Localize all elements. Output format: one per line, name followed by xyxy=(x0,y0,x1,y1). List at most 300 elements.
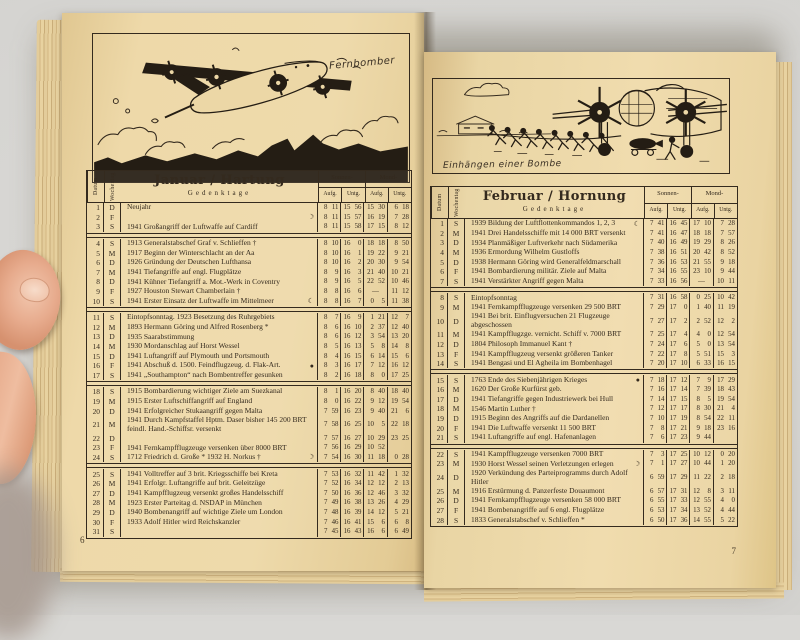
time-cell: 11 38 xyxy=(388,296,411,306)
february-table-body xyxy=(431,219,737,526)
bomb-loading-illustration xyxy=(432,78,730,174)
time-cell: 8 6 xyxy=(318,332,341,342)
date-cell: 8 xyxy=(431,293,448,303)
time-cell: 7 52 xyxy=(318,479,341,489)
time-cell: 11 19 xyxy=(714,303,737,313)
entry-text: 1804 Philosoph Immanuel Kant † xyxy=(471,340,572,349)
time-cell: 16 19 xyxy=(364,213,388,223)
month-title-january: Januar / Hartung xyxy=(121,173,318,188)
weekday-cell: D xyxy=(104,258,121,268)
time-cell: 18 18 xyxy=(364,239,388,249)
time-cell: 17 12 xyxy=(667,375,690,385)
time-cell: 13 26 xyxy=(364,498,388,508)
weekday-cell: F xyxy=(448,267,465,277)
time-cell: 17 10 xyxy=(690,219,714,229)
moon-label: Mond- xyxy=(366,171,411,188)
date-cell: 21 xyxy=(431,433,448,443)
entry-text: 1927 Houston Stewart Chamberlain † xyxy=(127,287,240,296)
sun-rise-label: Aufg. xyxy=(319,188,342,202)
date-cell: 13 xyxy=(431,349,448,359)
entry-text: 1712 Friedrich d. Große * 1932 H. Norkus † xyxy=(127,453,261,462)
time-cell: 3 11 xyxy=(714,486,737,496)
weekday-cell: S xyxy=(104,527,121,537)
time-cell: 7 41 xyxy=(644,219,667,229)
time-cell: 23 25 xyxy=(388,434,411,444)
date-cell: 11 xyxy=(87,313,104,323)
time-cell: 11 18 xyxy=(364,453,388,463)
bomb-loading-drawing xyxy=(433,79,729,173)
february-calendar-table xyxy=(430,186,738,527)
bomber-drawing xyxy=(93,34,409,182)
entry-text: 1941 Tiefangriffe auf engl. Flugplätze xyxy=(127,268,241,277)
time-cell: 17 19 xyxy=(667,414,690,424)
date-cell: 6 xyxy=(431,267,448,277)
time-cell: 19 29 xyxy=(690,238,714,248)
time-cell: 6 33 xyxy=(690,359,714,369)
date-cell: 20 xyxy=(87,406,104,416)
calendar-row xyxy=(431,229,737,239)
entry-cell xyxy=(121,203,318,213)
time-cell: 21 6 xyxy=(388,406,411,416)
entry-cell xyxy=(121,213,318,223)
time-cell: 17 29 xyxy=(714,375,737,385)
time-cell: 7 16 xyxy=(644,385,667,395)
date-cell: 18 xyxy=(431,404,448,414)
calendar-row xyxy=(87,287,411,297)
left-page xyxy=(62,13,424,571)
time-cell: 5 0 xyxy=(690,340,714,350)
weekday-cell: D xyxy=(448,496,465,506)
weekday-cell: S xyxy=(104,387,121,397)
weekday-cell: F xyxy=(448,349,465,359)
calendar-row xyxy=(87,268,411,278)
moon-phase-icon: ☽ xyxy=(305,453,314,461)
subtitle-gedenktage: Gedenktage xyxy=(465,205,644,213)
time-cell: 16 25 xyxy=(341,416,364,434)
sun-set-label: Untg. xyxy=(342,188,365,202)
entry-text: 1916 Erstürmung d. Panzerfeste Douaumont xyxy=(471,487,605,496)
weekday-cell: S xyxy=(448,375,465,385)
time-cell: 16 9 xyxy=(341,313,364,323)
weekday-cell: D xyxy=(104,277,121,287)
time-cell: 7 22 xyxy=(644,349,667,359)
time-cell: 8 11 xyxy=(318,222,341,232)
time-cell: 17 15 xyxy=(364,222,388,232)
time-cell: 7 10 xyxy=(644,414,667,424)
calendar-row xyxy=(431,469,737,487)
time-cell: 8 8 xyxy=(318,287,341,297)
time-cell: 17 14 xyxy=(667,385,690,395)
calendar-row xyxy=(87,453,411,463)
time-cell: 17 31 xyxy=(667,486,690,496)
time-cell: 17 33 xyxy=(667,496,690,506)
sun-set-label: Untg. xyxy=(668,204,691,218)
fernbomber-illustration xyxy=(92,33,410,183)
time-cell: 9 54 xyxy=(388,258,411,268)
date-cell: 28 xyxy=(87,498,104,508)
time-cell: 16 18 xyxy=(341,371,364,381)
weekday-cell: S xyxy=(448,293,465,303)
time-cell: 17 21 xyxy=(667,423,690,433)
entry-text: Eintopfsonntag xyxy=(471,294,517,303)
date-cell: 12 xyxy=(431,340,448,350)
time-cell: 16 39 xyxy=(341,508,364,518)
time-cell: 10 5 xyxy=(364,416,388,434)
time-cell: 19 22 xyxy=(364,248,388,258)
time-cell: 8 12 xyxy=(388,222,411,232)
weekday-cell: D xyxy=(104,489,121,499)
time-cell: 11 22 xyxy=(690,469,714,487)
time-cell: 7 39 xyxy=(690,385,714,395)
time-cell: 16 0 xyxy=(341,239,364,249)
weekday-cell: D xyxy=(104,406,121,416)
date-cell: 5 xyxy=(87,248,104,258)
time-cell: 15 57 xyxy=(341,213,364,223)
date-cell: 3 xyxy=(87,222,104,232)
date-cell: 10 xyxy=(87,296,104,306)
time-cell: 16 58 xyxy=(667,293,690,303)
time-cell: 12 55 xyxy=(690,496,714,506)
calendar-row xyxy=(431,433,737,443)
entry-text: 1941 Drei Handelsschiffe mit 14 000 BRT versenkt xyxy=(471,229,625,238)
entry-cell xyxy=(465,450,644,460)
time-cell: 7 28 xyxy=(388,213,411,223)
january-table-header xyxy=(87,171,411,203)
time-cell: 0 20 xyxy=(714,450,737,460)
time-cell: 7 41 xyxy=(644,229,667,239)
moon-rise-label: Aufg. xyxy=(366,188,389,202)
date-cell: 29 xyxy=(87,508,104,518)
time-cell: 7 36 xyxy=(644,257,667,267)
sun-label: Sonnen- xyxy=(645,187,691,204)
moon-columns-header xyxy=(365,171,411,202)
time-cell: 16 5 xyxy=(341,277,364,287)
weekday-cell: S xyxy=(448,219,465,229)
date-cell: 17 xyxy=(87,371,104,381)
january-calendar-table xyxy=(86,170,412,539)
time-cell: 21 40 xyxy=(364,268,388,278)
entry-text: 1939 Bildung der Luftflottenkommandos 1, 2, 3 xyxy=(471,219,615,228)
time-cell: 5 8 xyxy=(364,342,388,352)
time-cell: 2 37 xyxy=(364,323,388,333)
time-cell: 10 12 xyxy=(690,450,714,460)
time-cell: 22 18 xyxy=(388,416,411,434)
weekday-cell: F xyxy=(448,506,465,516)
entry-cell xyxy=(465,248,644,258)
date-cell: 25 xyxy=(431,486,448,496)
time-cell: 6 14 xyxy=(364,351,388,361)
time-cell: 16 55 xyxy=(667,267,690,277)
weekday-cell: S xyxy=(104,371,121,381)
entry-text: 1938 Hermann Göring wird Generalfeldmarschall xyxy=(471,258,621,267)
time-cell: 8 9 xyxy=(318,268,341,278)
time-cell: 8 10 xyxy=(318,248,341,258)
entry-cell xyxy=(465,469,644,487)
entry-text: 1941 Großangriff der Luftwaffe auf Cardiff xyxy=(127,223,258,232)
entry-cell xyxy=(121,239,318,249)
entry-text: 1913 Generalstabschef Graf v. Schlieffen † xyxy=(127,239,256,248)
weekday-cell: F xyxy=(448,423,465,433)
february-title-cell xyxy=(465,187,645,218)
time-cell: 4 0 xyxy=(714,496,737,506)
date-cell: 17 xyxy=(431,395,448,405)
entry-cell xyxy=(465,395,644,405)
time-cell: 16 32 xyxy=(341,469,364,479)
calendar-row xyxy=(87,508,411,518)
date-cell: 26 xyxy=(431,496,448,506)
time-cell: 15 3 xyxy=(714,349,737,359)
time-cell: 7 3 xyxy=(644,450,667,460)
time-cell: 20 42 xyxy=(690,248,714,258)
time-cell: 8 50 xyxy=(388,239,411,249)
weekday-cell: M xyxy=(448,486,465,496)
date-cell: 20 xyxy=(431,423,448,433)
date-cell: 8 xyxy=(87,277,104,287)
week-group xyxy=(87,467,411,537)
weekday-cell: F xyxy=(104,287,121,297)
time-cell: 13 54 xyxy=(714,340,737,350)
time-cell: 7 58 xyxy=(318,416,341,434)
entry-text: Eintopfsonntag. 1923 Besetzung des Ruhrgebiets xyxy=(127,313,275,322)
time-cell: 16 15 xyxy=(714,359,737,369)
entry-cell xyxy=(121,527,318,537)
time-cell: 6 49 xyxy=(388,527,411,537)
time-cell: 16 56 xyxy=(667,277,690,287)
entry-cell xyxy=(465,433,644,443)
calendar-row xyxy=(431,414,737,424)
weekday-cell: D xyxy=(448,340,465,350)
moon-phase-icon: ☽ xyxy=(631,460,640,468)
week-group xyxy=(431,448,737,526)
time-cell: 9 21 xyxy=(388,248,411,258)
date-cell: 5 xyxy=(431,257,448,267)
time-cell: 2 52 xyxy=(690,312,714,330)
time-cell: 16 12 xyxy=(341,332,364,342)
weekday-cell: S xyxy=(104,296,121,306)
moon-phase-icon: ● xyxy=(633,376,640,384)
weekday-cell: D xyxy=(448,312,465,330)
time-cell xyxy=(714,433,737,443)
time-cell: 7 27 xyxy=(644,312,667,330)
entry-cell xyxy=(121,397,318,407)
time-cell: 16 23 xyxy=(341,406,364,416)
date-cell: 3 xyxy=(431,238,448,248)
time-cell: 7 38 xyxy=(644,248,667,258)
date-cell: 11 xyxy=(431,330,448,340)
weekday-cell: D xyxy=(448,414,465,424)
time-cell: 7 1 xyxy=(644,459,667,469)
time-cell: 7 24 xyxy=(644,340,667,350)
calendar-row xyxy=(87,489,411,499)
date-cell: 12 xyxy=(87,323,104,333)
time-cell: 16 6 xyxy=(364,527,388,537)
calendar-row xyxy=(431,359,737,369)
entry-text: 1941 Luftangriff auf Plymouth und Portsmouth xyxy=(127,352,269,361)
time-cell: 7 25 xyxy=(644,330,667,340)
calendar-row xyxy=(87,213,411,223)
entry-text: 1941 Erster Einsatz der Luftwaffe im Mittelmeer xyxy=(127,297,274,306)
time-cell: 16 34 xyxy=(341,479,364,489)
date-cell: 24 xyxy=(431,469,448,487)
time-cell: 16 30 xyxy=(341,453,364,463)
weekday-cell: S xyxy=(104,469,121,479)
entry-text: 1915 Bombardierung wichtiger Ziele am Suezkanal xyxy=(127,387,282,396)
calendar-row xyxy=(431,248,737,258)
sun-columns-header xyxy=(319,171,365,202)
time-cell: 16 12 xyxy=(388,361,411,371)
time-cell: 12 2 xyxy=(714,312,737,330)
entry-text: 1930 Mordanschlag auf Horst Wessel xyxy=(127,342,240,351)
date-cell: 4 xyxy=(87,239,104,249)
weekday-cell: D xyxy=(448,238,465,248)
entry-cell xyxy=(121,517,318,527)
time-cell: 16 13 xyxy=(341,342,364,352)
time-cell: 12 12 xyxy=(364,479,388,489)
weekday-cell: D xyxy=(448,257,465,267)
time-cell: 5 21 xyxy=(388,508,411,518)
time-cell: 8 7 xyxy=(318,313,341,323)
date-cell: 9 xyxy=(431,303,448,313)
weekday-cell: D xyxy=(104,434,121,444)
moon-set-label: Untg. xyxy=(389,188,412,202)
entry-text: 1941 Erfolgreicher Stukaangriff gegen Malta xyxy=(127,407,262,416)
moon-rise-label: Aufg. xyxy=(692,204,715,218)
time-cell: 7 33 xyxy=(644,277,667,287)
entry-text: 1915 Beginn des Angriffs auf die Dardanellen xyxy=(471,414,609,423)
weekday-cell: D xyxy=(104,351,121,361)
time-cell: 17 15 xyxy=(667,395,690,405)
january-table-body xyxy=(87,203,411,538)
weekday-cell: M xyxy=(448,229,465,239)
time-cell: 8 26 xyxy=(714,238,737,248)
date-cell: 15 xyxy=(431,375,448,385)
time-cell: 7 57 xyxy=(318,434,341,444)
weekday-cell: D xyxy=(104,508,121,518)
date-cell: 23 xyxy=(431,459,448,469)
date-cell: 23 xyxy=(87,443,104,453)
weekday-cell: M xyxy=(104,397,121,407)
time-cell: 7 57 xyxy=(714,229,737,239)
time-cell: 8 52 xyxy=(714,248,737,258)
time-cell: 14 12 xyxy=(364,508,388,518)
entry-text: 1941 Durch Kampfstaffel Hptm. Daser bisher 145 200 BRT feindl. Hand.-Schiffsr. versenkt xyxy=(127,416,314,434)
weekday-cell: M xyxy=(104,342,121,352)
entry-text: 1936 Ermordung Wilhelm Gustloffs xyxy=(471,248,579,257)
date-cell: 19 xyxy=(431,414,448,424)
time-cell: 13 52 xyxy=(690,506,714,516)
time-cell: 17 25 xyxy=(667,450,690,460)
calendar-row xyxy=(87,527,411,537)
time-cell: 2 13 xyxy=(388,479,411,489)
date-cell: 14 xyxy=(87,342,104,352)
entry-cell xyxy=(465,277,644,287)
time-cell: 5 22 xyxy=(714,515,737,525)
week-group xyxy=(87,237,411,308)
time-cell: 6 50 xyxy=(644,515,667,525)
time-cell: 1 32 xyxy=(388,469,411,479)
time-cell: 0 25 xyxy=(690,293,714,303)
time-cell: 8 10 xyxy=(318,258,341,268)
entry-text: 1763 Ende des Siebenjährigen Krieges xyxy=(471,376,587,385)
time-cell: 7 56 xyxy=(318,443,341,453)
time-cell: 6 59 xyxy=(644,469,667,487)
week-group xyxy=(87,385,411,464)
date-cell: 1 xyxy=(87,203,104,213)
time-cell: 4 0 xyxy=(690,330,714,340)
thumb-nail xyxy=(18,276,51,304)
calendar-row xyxy=(431,515,737,525)
time-cell: 7 6 xyxy=(644,433,667,443)
time-cell: 7 20 xyxy=(644,359,667,369)
time-cell: 7 59 xyxy=(318,406,341,416)
time-cell: 18 40 xyxy=(388,387,411,397)
weekday-cell: S xyxy=(448,433,465,443)
date-cell: 2 xyxy=(87,213,104,223)
fernbomber-caption: Fernbomber xyxy=(328,55,395,72)
entry-cell xyxy=(465,506,644,516)
date-cell: 27 xyxy=(431,506,448,516)
date-cell: 28 xyxy=(431,515,448,525)
entry-text: 1546 Martin Luther † xyxy=(471,405,536,414)
time-cell: 16 49 xyxy=(667,238,690,248)
time-cell: 8 1 xyxy=(318,387,341,397)
time-cell: — xyxy=(690,277,714,287)
weekday-cell: D xyxy=(104,332,121,342)
time-cell: 16 2 xyxy=(341,258,364,268)
date-cell: 30 xyxy=(87,517,104,527)
weekday-cell: F xyxy=(104,213,121,223)
date-cell: 19 xyxy=(87,397,104,407)
calendar-row xyxy=(87,239,411,249)
entry-cell xyxy=(465,229,644,239)
entry-text: 1941 Abschuß d. 1500. Feindflugzeug. d. Flak-Art. xyxy=(127,361,281,370)
right-page xyxy=(424,52,776,588)
time-cell: 8 2 xyxy=(318,371,341,381)
time-cell: 7 29 xyxy=(644,303,667,313)
weekday-cell: M xyxy=(448,385,465,395)
time-cell: 0 28 xyxy=(388,453,411,463)
entry-text: 1941 Fernkampfflugzeuge versenken 29 500 BRT xyxy=(471,303,621,312)
calendar-row xyxy=(87,371,411,381)
date-cell: 7 xyxy=(87,268,104,278)
date-cell: 7 xyxy=(431,277,448,287)
date-cell: 22 xyxy=(87,434,104,444)
calendar-row xyxy=(87,416,411,434)
time-cell: 7 49 xyxy=(318,498,341,508)
calendar-row xyxy=(87,397,411,407)
entry-text: 1917 Beginn der Winterschlacht an der Aa xyxy=(127,249,254,258)
time-cell: 7 12 xyxy=(364,361,388,371)
weekday-cell: M xyxy=(448,248,465,258)
time-cell: 9 40 xyxy=(364,406,388,416)
february-table-header xyxy=(431,187,737,219)
entry-text: 1941 Volltreffer auf 3 brit. Kriegsschiffe bei Kreta xyxy=(127,470,278,479)
moon-phase-icon: ● xyxy=(307,362,314,370)
bomb-loading-caption: Einhängen einer Bombe xyxy=(443,159,562,171)
time-cell: 15 30 xyxy=(364,203,388,213)
weekday-cell: S xyxy=(104,453,121,463)
moon-columns-header xyxy=(691,187,737,218)
time-cell: 0 5 xyxy=(364,296,388,306)
time-cell: 1 21 xyxy=(364,313,388,323)
time-cell: 16 41 xyxy=(341,517,364,527)
time-cell: 18 43 xyxy=(714,385,737,395)
time-cell: 15 58 xyxy=(341,222,364,232)
time-cell: 10 21 xyxy=(388,268,411,278)
calendar-row xyxy=(87,222,411,232)
entry-cell xyxy=(121,342,318,352)
date-cell: 18 xyxy=(87,387,104,397)
